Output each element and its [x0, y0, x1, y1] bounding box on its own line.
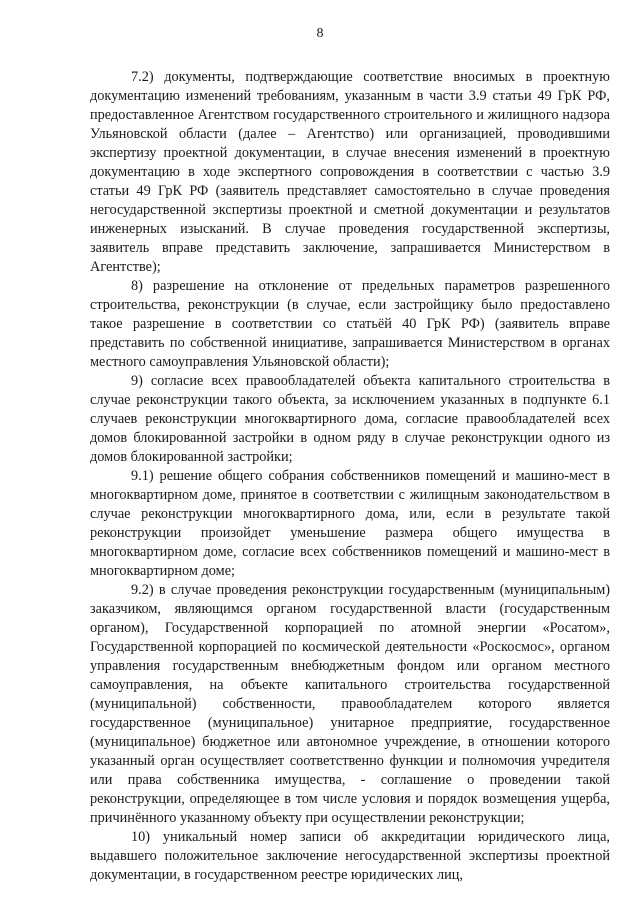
- paragraph-9: 9) согласие всех правообладателей объекта капитального строительства в случае реконструкции такого объекта, за исключением указанных в подпункте 6.1 случаев реконструкции многоквартирного дома, согласие правообладателей всех домов блокированной застройки в одном ряду в случае реконструкции одного из домов блокированной застройки;: [90, 373, 610, 465]
- paragraph-10: 10) уникальный номер записи об аккредитации юридического лица, выдавшего положительное заключение негосударственной экспертизы проектной документации, в государственном реестре юридических лиц,: [90, 829, 610, 883]
- paragraph-9-2: 9.2) в случае проведения реконструкции государственным (муниципальным) заказчиком, являющимся органом государственной власти (государственным органом), Государственной корпорацией по атомной энергии «Росатом», Государственной корпорацией по космической деятельности «Роскосмос», органом управления государственным внебюджетным фондом или органом местного самоуправления, на объекте капитального строительства государственной (муниципальной) собственности, правообладателем которого является государственное (муниципальное) унитарное предприятие, государственное (муниципальное) бюджетное или автономное учреждение, в отношении которого указанный орган осуществляет соответственно функции и полномочия учредителя или права собственника имущества, - соглашение о проведении такой реконструкции, определяющее в том числе условия и порядок возмещения ущерба, причинённого указанному объекту при осуществлении реконструкции;: [90, 582, 610, 826]
- paragraph-8: 8) разрешение на отклонение от предельных параметров разрешенного строительства, реконструкции (в случае, если застройщику было предоставлено такое разрешение в соответствии со статьёй 40 ГрК РФ) (заявитель вправе представить по собственной инициативе, запрашивается Министерством в органах местного самоуправления Ульяновской области);: [90, 278, 610, 370]
- paragraph-7-2: 7.2) документы, подтверждающие соответствие вносимых в проектную документацию изменений требованиям, указанным в части 3.9 статьи 49 ГрК РФ, предоставленное Агентством государственного строительного и жилищного надзора Ульяновской области (далее – Агентство) или организацией, проводившими экспертизу проектной документации, в случае внесения изменений в проектную документацию в ходе экспертного сопровождения в соответствии с частью 3.9 статьи 49 ГрК РФ (заявитель представляет самостоятельно в случае проведения негосударственной экспертизы проектной и сметной документации и результатов инженерных изысканий. В случае проведения государственной экспертизы, заявитель вправе представить заключение, запрашивается Министерством в Агентстве);: [90, 69, 610, 275]
- document-body: [90, 68, 610, 885]
- page-number: 8: [316, 26, 324, 41]
- paragraph-9-1: 9.1) решение общего собрания собственников помещений и машино-мест в многоквартирном доме, принятое в соответствии с жилищным законодательством в случае реконструкции многоквартирного дома, или, если в результате такой реконструкции произойдет уменьшение размера общего имущества в многоквартирном доме, согласие всех собственников помещений и машино-мест в многоквартирном доме;: [90, 468, 610, 579]
